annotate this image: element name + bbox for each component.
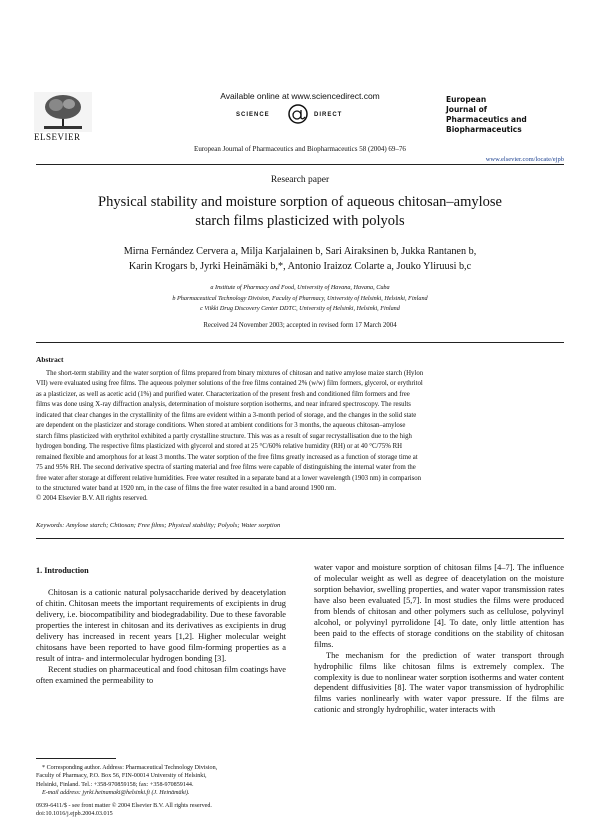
abstract-line: hydrogen bonding. The respective films plasticized with glycerol and stored at 25 °C/60% relative humidity (RH) or at 40 °C/75% RH bbox=[36, 443, 403, 451]
journal-logo bbox=[446, 95, 556, 145]
keywords: Keywords: Amylose starch; Chitosan; Free films; Physical stability; Polyols; Water sorption bbox=[36, 522, 281, 529]
journal-url-link[interactable]: www.elsevier.com/locate/ejpb bbox=[485, 156, 564, 163]
footnote-rule bbox=[36, 758, 116, 759]
abstract-line: 75 and 95% RH. The second derivative spectra of starting material and free films were capable of distinguishing the internal water from the bbox=[36, 464, 416, 472]
body-paragraph: Chitosan is a cationic natural polysaccharide derived by deacetylation of chitin. Chitosan meets the important requirements of excipients in drug delivery, i.e. biocompatibility and biodegradability. Due to these favorable properties the interest in chitosan and its derivatives as excipients in drug delivery has increased in recent years [1,2]. Higher molecular weight chitosans have been reported to have good film-forming properties as a result of intra- and intermolecular hydrogen bonding [3]. bbox=[36, 588, 286, 663]
abstract-bottom-rule bbox=[36, 538, 564, 539]
email-footnote: E-mail address: jyrki.heinamaki@helsinki.fi (J. Heinämäki). bbox=[42, 790, 190, 797]
authors-line: Mirna Fernández Cervera a, Milja Karjalainen b, Sari Airaksinen b, Jukka Rantanen b, bbox=[123, 246, 477, 257]
title-line: Physical stability and moisture sorption of aqueous chitosan–amylose bbox=[98, 194, 502, 210]
sd-left-text: SCIENCE bbox=[236, 112, 270, 118]
corresponding-author-footnote bbox=[36, 764, 286, 798]
article-type: Research paper bbox=[270, 175, 330, 185]
received-dates: Received 24 November 2003; accepted in revised form 17 March 2004 bbox=[203, 322, 397, 329]
publisher-name: ELSEVIER bbox=[34, 132, 81, 142]
right-column bbox=[314, 563, 564, 716]
abstract-line: to the structured water band at 1920 nm, in the case of films the free water resulted in a band around 1900 nm. bbox=[36, 484, 337, 492]
sciencedirect-at-icon bbox=[286, 103, 310, 125]
abstract-line: films was done using X-ray diffraction analysis, determination of moisture sorption isotherms, and near infrared spectroscopy. The results bbox=[36, 401, 411, 409]
abstract-heading: Abstract bbox=[36, 355, 64, 364]
abstract-line: indicated that clear changes in the crystallinity of the films are evident within a 3-month period of storage, and the changes in the solid state bbox=[36, 411, 417, 419]
available-online-text: Available online at www.sciencedirect.com bbox=[220, 91, 380, 101]
abstract-line: are dependent on the plasticizer and storage conditions. When stored at ambient conditions for 3 months, the aqueous chitosan–amylose bbox=[36, 422, 406, 430]
abstract-top-rule bbox=[36, 342, 564, 343]
authors-line: Karin Krogars b, Jyrki Heinämäki b,*, Antonio Iraizoz Colarte a, Jouko Yliruusi b,c bbox=[128, 261, 472, 272]
abstract-body bbox=[36, 369, 564, 505]
copyright-footer bbox=[36, 802, 336, 819]
author-list bbox=[36, 244, 564, 274]
header-rule bbox=[36, 164, 564, 165]
footnote-line: Helsinki, Finland. Tel.: +358-970859158; fax: +358-970859144. bbox=[36, 781, 194, 788]
abstract-line: free water after storage at different relative humidities. Free water resulted in a separate band at a lower wavelength (1903 nm) in comparison bbox=[36, 474, 422, 482]
journal-logo-line: European bbox=[446, 95, 487, 104]
sciencedirect-logo bbox=[236, 103, 366, 125]
footnote-line: * Corresponding author. Address: Pharmaceutical Technology Division, bbox=[42, 765, 218, 771]
journal-logo-line: Journal of bbox=[446, 105, 487, 114]
journal-citation: European Journal of Pharmaceutics and Biopharmaceutics 58 (2004) 69–76 bbox=[194, 145, 406, 153]
doi-text: doi:10.1016/j.ejpb.2004.03.015 bbox=[36, 811, 113, 818]
footnote-line: Faculty of Pharmacy, P.O. Box 56, FIN-00014 University of Helsinki, bbox=[36, 773, 207, 780]
body-paragraph: water vapor and moisture sorption of chitosan films [4–7]. The influence of molecular weight as well as degree of deacetylation on the moisture sorption behavior, swelling properties, and water vapor transmission rates have also been evaluated [5,7]. In most studies the films were produced from blends of chitosan and other polymers such as cellulose, polyvinyl alcohol, or polyvinyl pyrrolidone [4]. To date, only little attention has been paid to the effects of storage conditions on the stability of chitosan films. bbox=[314, 563, 564, 649]
abstract-line: starch films plasticized with erythritol exhibited a partly crystalline structure. This was as a result of sugar recrystallisation due to the high bbox=[36, 432, 412, 440]
section-heading-introduction: 1. Introduction bbox=[36, 566, 89, 575]
abstract-line: as a plasticizer, as well as acetic acid (1%) and purified water. Characterization of the present fresh and conditioned film formers and free bbox=[36, 390, 410, 398]
journal-logo-line: Pharmaceutics and bbox=[446, 115, 527, 124]
journal-logo-line: Biopharmaceutics bbox=[446, 125, 522, 134]
abstract-line: VII) were evaluated using free films. The aqueous polymer solutions of the free films contained 2% (w/w) film formers, glycerol, or erythritol bbox=[36, 380, 423, 388]
elsevier-logo bbox=[34, 92, 92, 142]
article-title bbox=[36, 193, 564, 231]
affiliation-c: c Viikki Drug Discovery Center DDTC, University of Helsinki, Helsinki, Finland bbox=[200, 305, 400, 312]
abstract-line: remained flexible and amorphous for at least 3 months. The water sorption of the free films greatly increased as a function of storage time at bbox=[36, 453, 418, 461]
elsevier-tree-icon bbox=[34, 92, 92, 132]
title-line: starch films plasticized with polyols bbox=[195, 213, 405, 229]
affiliation-b: b Pharmaceutical Technology Division, Faculty of Pharmacy, University of Helsinki, Helsinki, Finland bbox=[172, 294, 428, 302]
sd-right-text: DIRECT bbox=[314, 112, 343, 118]
copyright-line: © 2004 Elsevier B.V. All rights reserved. bbox=[36, 495, 148, 503]
issn-copyright: 0939-6411/$ - see front matter © 2004 Elsevier B.V. All rights reserved. bbox=[36, 803, 212, 809]
abstract-line: The short-term stability and the water sorption of films prepared from binary mixtures of chitosan and native amylose maize starch (Hylon bbox=[46, 370, 424, 377]
body-paragraph: The mechanism for the prediction of water transport through hydrophilic films like chitosan films is extremely complex. The complexity is due to nonlinear water sorption isotherms and water content dependent diffusivities [8]. The water vapor transmission of hydrophilic films varies nonlinearly with water vapor pressure. If the films are cationic and strongly hydrophilic, water interacts with bbox=[314, 650, 564, 715]
body-paragraph: Recent studies on pharmaceutical and food chitosan film coatings have often examined the permeability to bbox=[36, 664, 286, 685]
left-column bbox=[36, 588, 286, 687]
affiliation-a: a Institute of Pharmacy and Food, University of Havana, Havana, Cuba bbox=[210, 284, 390, 291]
affiliations bbox=[36, 283, 564, 315]
